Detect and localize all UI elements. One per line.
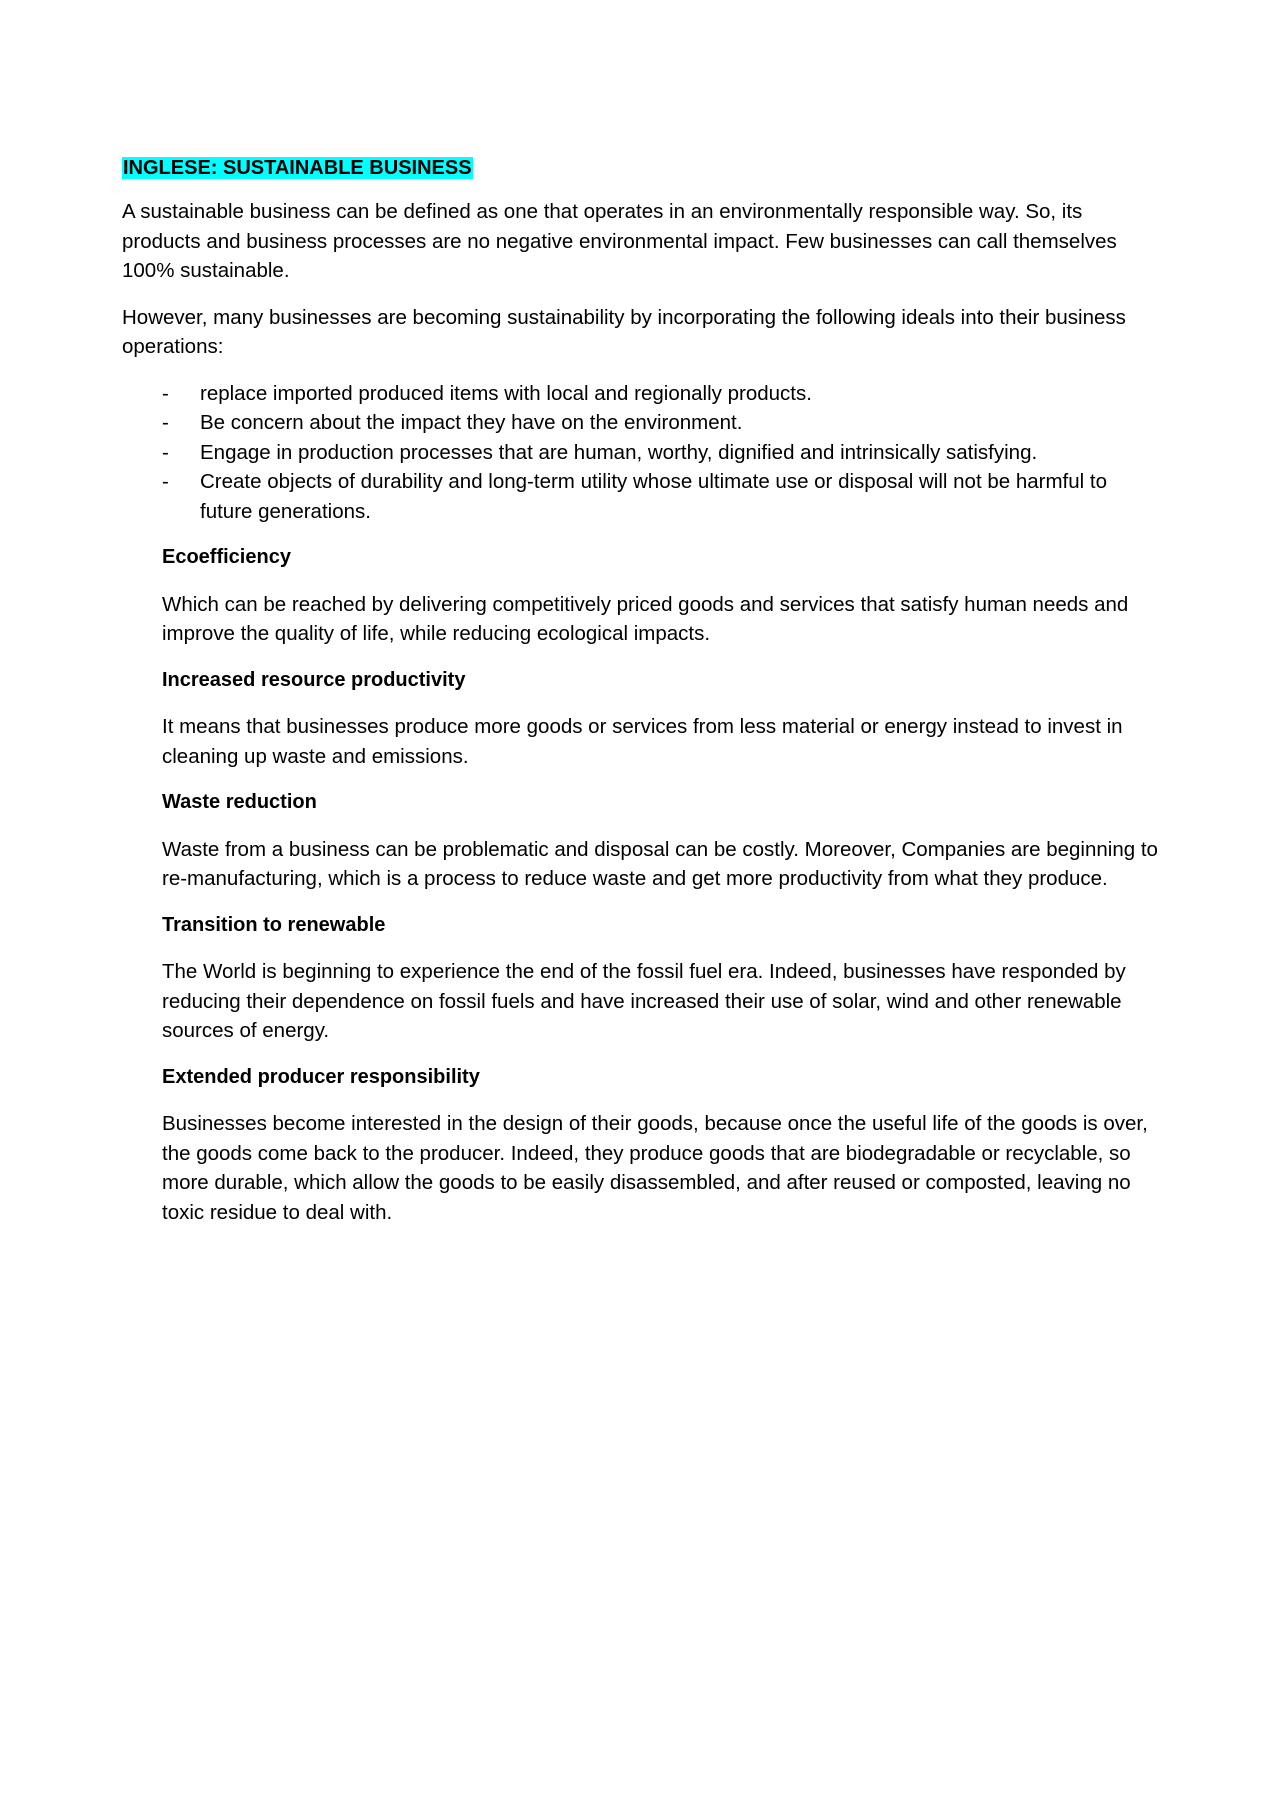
section-body: Businesses become interested in the design of their goods, because once the useful life of the goods is over, the goods come back to the producer. Indeed, they produce goods that are biodegradable or recyclable, so more durable, which allow the goods to be easily disassembled, and after reused or composted, leaving no toxic residue to deal with. [162,1112,1148,1224]
list-item-text: Be concern about the impact they have on the environment. [200,411,743,434]
section-heading: Extended producer responsibility [162,1065,480,1088]
section-heading: Increased resource productivity [162,668,466,691]
list-item-text: Create objects of durability and long-term utility whose ultimate use or disposal will not be harmful to future generations. [200,470,1107,523]
bullet-dash: - [162,440,169,464]
bullet-dash: - [162,381,169,405]
list-item [122,408,1160,438]
document-title: INGLESE: SUSTAINABLE BUSINESS [123,157,472,179]
list-item [122,379,1160,409]
list-item [122,467,1160,526]
section-body: The World is beginning to experience the end of the fossil fuel era. Indeed, businesses have responded by reducing their dependence on fossil fuels and have increased their use of solar, wind and other renewable sources of energy. [162,960,1126,1042]
list-item [122,438,1160,468]
section-ecoefficiency [122,543,1160,649]
section-heading: Transition to renewable [162,913,386,936]
section-body: Which can be reached by delivering competitively priced goods and services that satisfy human needs and improve the quality of life, while reducing ecological impacts. [162,592,1129,645]
bullet-dash: - [162,411,169,434]
document-title-line [122,153,1160,183]
section-waste-reduction [122,788,1160,894]
intro-paragraph-2: However, many businesses are becoming sustainability by incorporating the following ideals into their business operations: [122,305,1126,358]
section-transition-renewable [122,911,1160,1046]
ideals-list [122,379,1160,527]
section-resource-productivity [122,666,1160,772]
section-heading: Waste reduction [162,791,317,813]
intro-paragraph-1: A sustainable business can be defined as one that operates in an environmentally responsible way. So, its products and business processes are no negative environmental impact. Few businesses can call themselves 100% sustainable. [122,200,1117,282]
section-body: Waste from a business can be problematic and disposal can be costly. Moreover, Companies are beginning to re-manufacturing, which is a process to reduce waste and get more productivity from what they produce. [162,837,1158,890]
bullet-dash: - [162,470,169,493]
section-heading: Ecoefficiency [162,546,291,568]
section-producer-responsibility [122,1063,1160,1228]
list-item-text: replace imported produced items with local and regionally products. [200,381,812,405]
section-body: It means that businesses produce more goods or services from less material or energy instead to invest in cleaning up waste and emissions. [162,715,1123,768]
list-item-text: Engage in production processes that are human, worthy, dignified and intrinsically satisfying. [200,440,1038,464]
